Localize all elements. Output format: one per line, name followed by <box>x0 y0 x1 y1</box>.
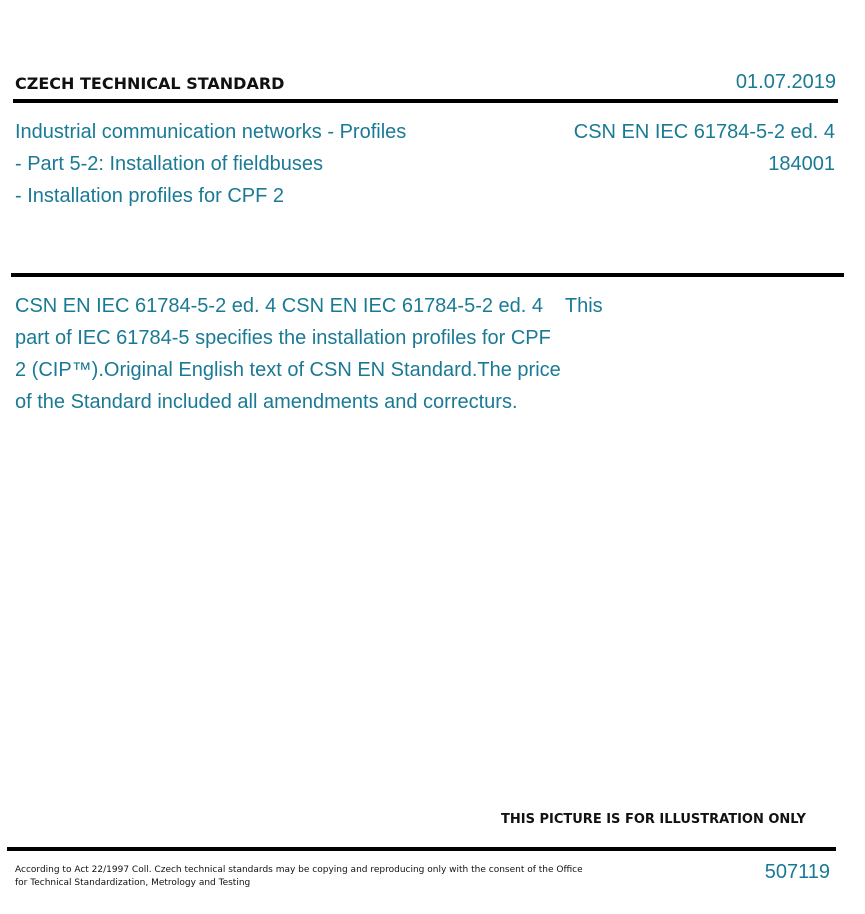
standard-title-line-3: - Installation profiles for CPF 2 <box>15 185 284 207</box>
standard-code: CSN EN IEC 61784-5-2 ed. 4 <box>573 121 835 143</box>
product-number: 507119 <box>764 861 830 883</box>
legal-notice-line-2: for Technical Standardization, Metrology and Testing <box>15 878 251 888</box>
description-line-2: part of IEC 61784-5 specifies the installation profiles for CPF <box>15 327 551 349</box>
description-line-1: CSN EN IEC 61784-5-2 ed. 4 CSN EN IEC 61784-5-2 ed. 4 This <box>15 295 603 317</box>
bottom-divider <box>7 847 836 851</box>
standard-description <box>15 290 655 418</box>
standard-title <box>15 116 535 212</box>
standard-title-line-1: Industrial communication networks - Profiles <box>15 121 407 143</box>
catalog-number: 184001 <box>768 153 835 175</box>
description-line-3: 2 (CIP™).Original English text of CSN EN Standard.The price <box>15 359 561 381</box>
standard-identifier <box>574 116 835 180</box>
legal-notice <box>15 864 615 890</box>
top-divider <box>13 99 838 103</box>
standard-title-line-2: - Part 5-2: Installation of fieldbuses <box>15 153 323 175</box>
illustration-disclaimer: THIS PICTURE IS FOR ILLUSTRATION ONLY <box>501 812 806 827</box>
legal-notice-line-1: According to Act 22/1997 Coll. Czech technical standards may be copying and reproducing only with the consent of the Office <box>15 865 583 875</box>
description-line-4: of the Standard included all amendments and correcturs. <box>15 391 518 413</box>
middle-divider <box>11 273 844 277</box>
document-header-title: CZECH TECHNICAL STANDARD <box>15 74 285 93</box>
publication-date: 01.07.2019 <box>735 71 836 93</box>
